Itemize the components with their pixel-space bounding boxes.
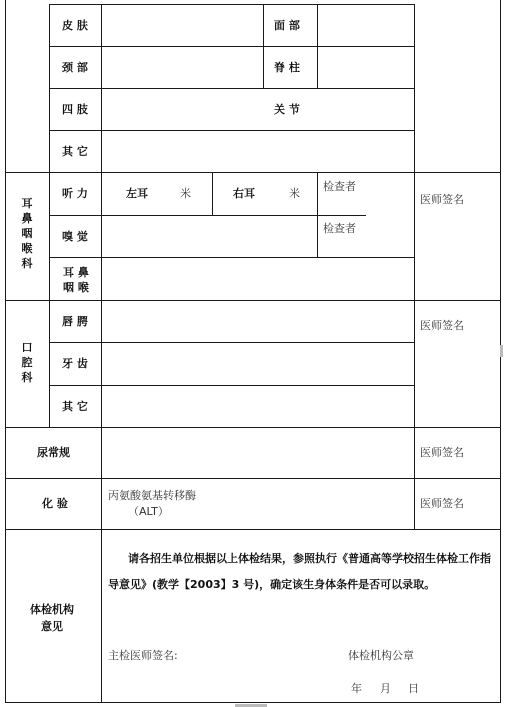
- chief-doctor-sign-label: 主检医师签名:: [108, 649, 178, 662]
- ent-exam-label: 耳 鼻 咽 喉: [63, 266, 89, 294]
- left-ear-label: 左耳: [126, 187, 148, 200]
- row-line: [5, 529, 501, 530]
- smell-label: 嗅 觉: [62, 230, 88, 243]
- opinion-label-line2: 意见: [41, 620, 63, 633]
- col-line: [101, 4, 102, 703]
- hearing-examiner-label: 检查者: [323, 180, 356, 193]
- date-month-label: 月: [380, 682, 391, 695]
- right-ear-label: 右耳: [233, 187, 255, 200]
- ent-doctor-sign: 医师签名: [420, 193, 464, 206]
- row-line: [49, 4, 415, 5]
- lab-label: 化 验: [42, 497, 68, 510]
- right-ear-unit: 米: [289, 187, 300, 200]
- outer-left-border: [5, 0, 6, 703]
- left-ear-unit: 米: [180, 187, 191, 200]
- urine-doctor-sign: 医师签名: [420, 446, 464, 459]
- smell-examiner-label: 检查者: [323, 222, 356, 235]
- col-line: [317, 4, 318, 89]
- teeth-label: 牙 齿: [62, 357, 88, 370]
- neck-label: 颈 部: [62, 61, 88, 74]
- spine-label: 脊 柱: [274, 61, 300, 74]
- outer-bottom-border: [5, 702, 501, 703]
- lab-test-code: （ALT）: [128, 505, 169, 518]
- institution-seal-label: 体检机构公章: [348, 649, 414, 662]
- lab-doctor-sign: 医师签名: [420, 497, 464, 510]
- general-other-label: 其 它: [62, 145, 88, 158]
- row-line: [49, 215, 366, 216]
- limbs-label: 四 肢: [62, 103, 88, 116]
- opinion-label-line1: 体检机构: [30, 603, 74, 616]
- urine-label: 尿常规: [37, 446, 70, 459]
- row-line: [49, 130, 415, 131]
- oral-doctor-sign: 医师签名: [420, 319, 464, 332]
- lab-test-name: 丙氨酸氨基转移酶: [108, 489, 196, 502]
- date-day-label: 日: [408, 682, 419, 695]
- col-line: [414, 4, 415, 529]
- joints-label: 关 节: [274, 103, 300, 116]
- row-line: [5, 300, 501, 301]
- col-line: [49, 4, 50, 428]
- page-mark: [500, 345, 503, 357]
- row-line: [49, 342, 415, 343]
- row-line: [49, 88, 415, 89]
- skin-label: 皮 肤: [62, 19, 88, 32]
- row-line: [5, 172, 501, 173]
- date-year-label: 年: [351, 682, 362, 695]
- face-label: 面 部: [274, 19, 300, 32]
- oral-other-label: 其 它: [62, 400, 88, 413]
- opinion-text: 请各招生单位根据以上体检结果，参照执行《普通高等学校招生体检工作指导意见》(教学【2003】3 号)，确定该生身体条件是否可以录取。: [108, 552, 491, 591]
- row-line: [49, 385, 415, 386]
- ent-section-label: 耳鼻咽喉科: [21, 197, 33, 270]
- hearing-label: 听 力: [62, 187, 88, 200]
- col-line: [212, 172, 213, 216]
- row-line: [5, 427, 501, 428]
- row-line: [49, 257, 415, 258]
- lips-label: 唇 腭: [62, 315, 88, 328]
- row-line: [5, 478, 501, 479]
- row-line: [49, 46, 415, 47]
- oral-section-label: 口腔科: [21, 341, 33, 384]
- col-line: [263, 4, 264, 89]
- col-line: [317, 172, 318, 258]
